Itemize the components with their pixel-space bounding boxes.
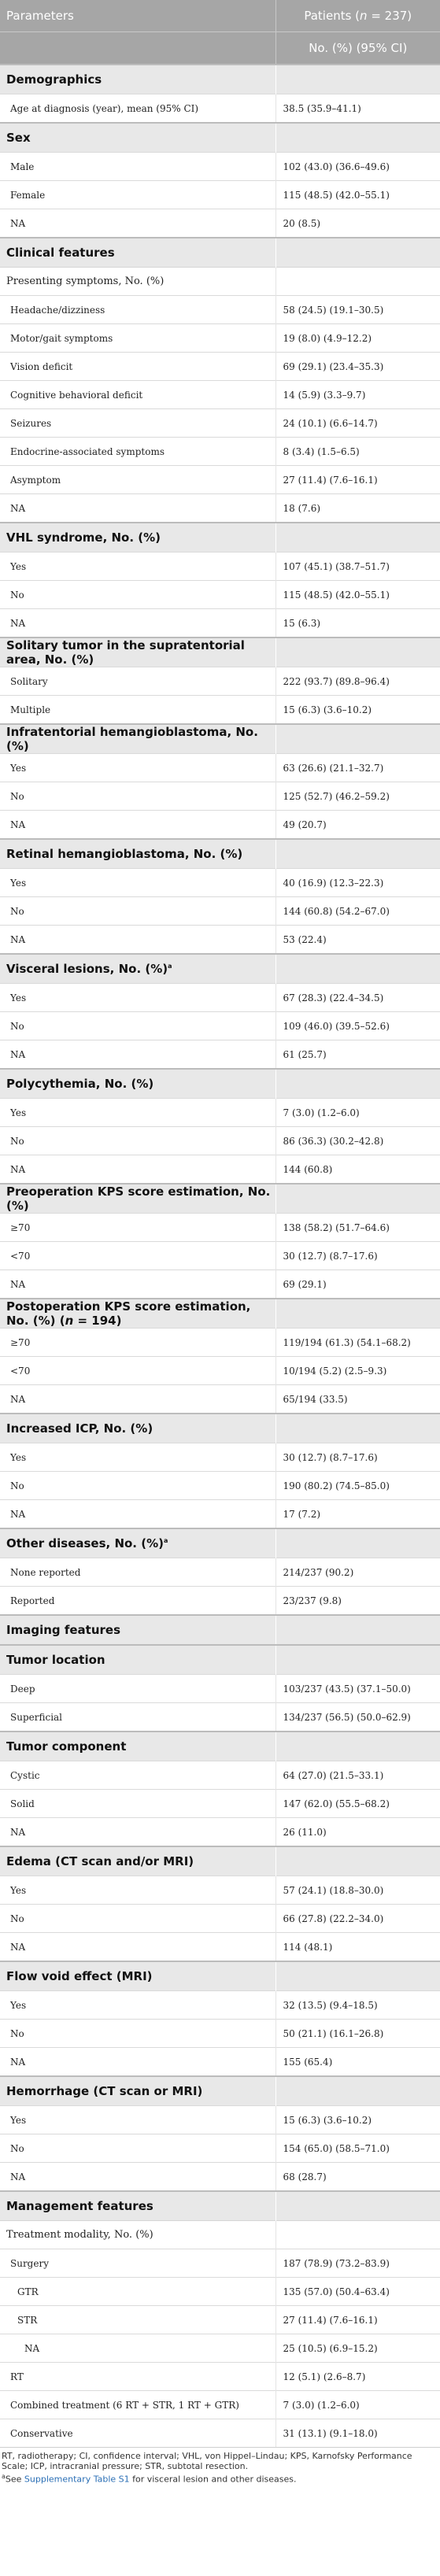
row-label: Seizures	[0, 409, 275, 438]
section-value-cell	[275, 1961, 440, 1991]
row-label: Solitary	[0, 667, 275, 696]
table-row	[0, 2391, 440, 2419]
section-header-row	[0, 523, 440, 553]
section-label: Tumor location	[0, 1645, 275, 1675]
row-label: Cystic	[0, 1761, 275, 1790]
row-value: 31 (13.1) (9.1–18.0)	[275, 2419, 440, 2448]
table-row	[0, 2334, 440, 2363]
subsection-value-cell	[275, 2221, 440, 2249]
section-value-cell	[275, 638, 440, 667]
row-value: 63 (26.6) (21.1–32.7)	[275, 754, 440, 782]
row-label: NA	[0, 1500, 275, 1529]
row-value: 86 (36.3) (30.2–42.8)	[275, 1127, 440, 1155]
section-value-cell	[275, 2191, 440, 2221]
row-value: 144 (60.8)	[275, 1155, 440, 1185]
row-value: 66 (27.8) (22.2–34.0)	[275, 1905, 440, 1933]
row-value: 12 (5.1) (2.6–8.7)	[275, 2363, 440, 2391]
row-value: 114 (48.1)	[275, 1933, 440, 1962]
section-label: Solitary tumor in the supratentorial area, No. (%)	[0, 638, 275, 667]
row-value: 26 (11.0)	[275, 1818, 440, 1847]
row-value: 144 (60.8) (54.2–67.0)	[275, 897, 440, 926]
section-value-cell	[275, 1069, 440, 1099]
row-label: Vision deficit	[0, 353, 275, 381]
row-label: None reported	[0, 1558, 275, 1587]
row-label: GTR	[0, 2278, 275, 2306]
table-row	[0, 1703, 440, 1732]
table-row	[0, 2419, 440, 2448]
table-body	[0, 65, 440, 2448]
footnote-abbreviations: RT, radiotherapy; CI, confidence interval; VHL, von Hippel–Lindau; KPS, Karnofsky Performance Scale; ICP, intracranial pressure; STR, subtotal resection.	[2, 2451, 412, 2471]
table-row	[0, 1991, 440, 2020]
table-row	[0, 581, 440, 609]
row-value: 135 (57.0) (50.4–63.4)	[275, 2278, 440, 2306]
row-label: NA	[0, 926, 275, 955]
row-label: No	[0, 2020, 275, 2048]
row-value: 25 (10.5) (6.9–15.2)	[275, 2334, 440, 2363]
section-header-row	[0, 2076, 440, 2106]
table-row	[0, 1385, 440, 1414]
row-label: Conservative	[0, 2419, 275, 2448]
row-label: No	[0, 2134, 275, 2163]
table-row	[0, 1675, 440, 1703]
table-row	[0, 1040, 440, 1070]
header-patients: Patients (n = 237)	[275, 0, 440, 32]
row-value: 190 (80.2) (74.5–85.0)	[275, 1472, 440, 1500]
section-header-row	[0, 724, 440, 754]
table-subheader-row	[0, 32, 440, 65]
table-row	[0, 1905, 440, 1933]
table-row	[0, 438, 440, 466]
subsection-value-cell	[275, 268, 440, 296]
table-row	[0, 2134, 440, 2163]
row-value: 23/237 (9.8)	[275, 1587, 440, 1616]
table-row	[0, 381, 440, 409]
row-value: 27 (11.4) (7.6–16.1)	[275, 2306, 440, 2334]
table-row	[0, 667, 440, 696]
row-label: Yes	[0, 553, 275, 581]
row-label: Combined treatment (6 RT + STR, 1 RT + GTR)	[0, 2391, 275, 2419]
section-header-row	[0, 238, 440, 268]
row-label: Yes	[0, 754, 275, 782]
row-label: Superficial	[0, 1703, 275, 1732]
row-value: 61 (25.7)	[275, 1040, 440, 1070]
table-row	[0, 466, 440, 494]
table-row	[0, 1242, 440, 1270]
section-header-row	[0, 1184, 440, 1214]
header-subheader: No. (%) (95% CI)	[275, 32, 440, 65]
row-label: NA	[0, 1385, 275, 1414]
row-label: NA	[0, 1270, 275, 1299]
table-row	[0, 1214, 440, 1242]
row-value: 40 (16.9) (12.3–22.3)	[275, 869, 440, 897]
footnote-a: $^a$See Supplementary Table S1 for visceral lesion and other diseases.	[2, 2473, 297, 2485]
row-value: 15 (6.3) (3.6–10.2)	[275, 2106, 440, 2134]
row-label: Endocrine-associated symptoms	[0, 438, 275, 466]
row-value: 69 (29.1)	[275, 1270, 440, 1299]
table-row	[0, 409, 440, 438]
table-row	[0, 1155, 440, 1185]
row-value: 134/237 (56.5) (50.0–62.9)	[275, 1703, 440, 1732]
section-header-row	[0, 123, 440, 153]
row-value: 155 (65.4)	[275, 2048, 440, 2077]
row-label: No	[0, 1905, 275, 1933]
row-value: 32 (13.5) (9.4–18.5)	[275, 1991, 440, 2020]
section-value-cell	[275, 1846, 440, 1876]
table-row	[0, 494, 440, 523]
row-value: 38.5 (35.9–41.1)	[275, 94, 440, 124]
row-value: 7 (3.0) (1.2–6.0)	[275, 2391, 440, 2419]
table-row	[0, 181, 440, 209]
table-row	[0, 696, 440, 725]
row-value: 115 (48.5) (42.0–55.1)	[275, 581, 440, 609]
section-label: Edema (CT scan and/or MRI)	[0, 1846, 275, 1876]
row-value: 68 (28.7)	[275, 2163, 440, 2192]
section-label: Retinal hemangioblastoma, No. (%)	[0, 839, 275, 869]
row-value: 20 (8.5)	[275, 209, 440, 238]
section-value-cell	[275, 1528, 440, 1558]
row-label: Deep	[0, 1675, 275, 1703]
table-row	[0, 1329, 440, 1357]
section-value-cell	[275, 1184, 440, 1214]
section-header-row	[0, 1846, 440, 1876]
section-label: Clinical features	[0, 238, 275, 268]
row-value: 69 (29.1) (23.4–35.3)	[275, 353, 440, 381]
table-row	[0, 2020, 440, 2048]
row-label: <70	[0, 1242, 275, 1270]
row-label: No	[0, 1472, 275, 1500]
section-label: Sex	[0, 123, 275, 153]
supplementary-table-link[interactable]: Supplementary Table S1	[24, 2474, 130, 2485]
row-label: <70	[0, 1357, 275, 1385]
table-row	[0, 869, 440, 897]
section-label: Tumor component	[0, 1732, 275, 1761]
row-label: No	[0, 581, 275, 609]
subsection-label: Presenting symptoms, No. (%)	[0, 268, 275, 296]
row-value: 138 (58.2) (51.7–64.6)	[275, 1214, 440, 1242]
section-header-row	[0, 1299, 440, 1329]
section-value-cell	[275, 238, 440, 268]
section-header-row	[0, 1414, 440, 1443]
table-row	[0, 94, 440, 124]
table-row	[0, 2363, 440, 2391]
row-label: Yes	[0, 1099, 275, 1127]
row-label: Yes	[0, 984, 275, 1012]
row-label: No	[0, 897, 275, 926]
section-label: Hemorrhage (CT scan or MRI)	[0, 2076, 275, 2106]
table-row	[0, 2106, 440, 2134]
row-label: NA	[0, 1040, 275, 1070]
table-row	[0, 2048, 440, 2077]
row-value: 49 (20.7)	[275, 811, 440, 840]
section-label: Postoperation KPS score estimation, No. (%) (n = 194)	[0, 1299, 275, 1329]
row-label: Headache/dizziness	[0, 296, 275, 324]
row-label: Female	[0, 181, 275, 209]
table-row	[0, 1443, 440, 1472]
section-value-cell	[275, 1299, 440, 1329]
row-label: Yes	[0, 2106, 275, 2134]
table-row	[0, 324, 440, 353]
subsection-row	[0, 268, 440, 296]
row-label: Male	[0, 153, 275, 181]
table-row	[0, 1012, 440, 1040]
row-value: 65/194 (33.5)	[275, 1385, 440, 1414]
row-label: Multiple	[0, 696, 275, 725]
subsection-row	[0, 2221, 440, 2249]
row-label: STR	[0, 2306, 275, 2334]
section-header-row	[0, 638, 440, 667]
table-row	[0, 1558, 440, 1587]
section-header-row	[0, 1615, 440, 1645]
row-value: 103/237 (43.5) (37.1–50.0)	[275, 1675, 440, 1703]
row-label: No	[0, 1012, 275, 1040]
table-row	[0, 2306, 440, 2334]
section-label: Demographics	[0, 65, 275, 94]
section-header-row	[0, 954, 440, 984]
row-value: 30 (12.7) (8.7–17.6)	[275, 1242, 440, 1270]
row-label: No	[0, 782, 275, 811]
table-row	[0, 1818, 440, 1847]
table-row	[0, 1933, 440, 1962]
row-value: 14 (5.9) (3.3–9.7)	[275, 381, 440, 409]
section-label: Other diseases, No. (%)$^a$	[0, 1528, 275, 1558]
row-label: NA	[0, 609, 275, 638]
row-value: 8 (3.4) (1.5–6.5)	[275, 438, 440, 466]
subsection-label: Treatment modality, No. (%)	[0, 2221, 275, 2249]
section-value-cell	[275, 523, 440, 553]
table-row	[0, 1790, 440, 1818]
section-label: Increased ICP, No. (%)	[0, 1414, 275, 1443]
row-label: NA	[0, 2048, 275, 2077]
section-value-cell	[275, 2076, 440, 2106]
row-value: 64 (27.0) (21.5–33.1)	[275, 1761, 440, 1790]
row-label: Cognitive behavioral deficit	[0, 381, 275, 409]
row-label: NA	[0, 1155, 275, 1185]
section-value-cell	[275, 1645, 440, 1675]
row-label: Age at diagnosis (year), mean (95% CI)	[0, 94, 275, 124]
row-value: 58 (24.5) (19.1–30.5)	[275, 296, 440, 324]
section-value-cell	[275, 839, 440, 869]
table-row	[0, 1127, 440, 1155]
row-value: 119/194 (61.3) (54.1–68.2)	[275, 1329, 440, 1357]
row-value: 109 (46.0) (39.5–52.6)	[275, 1012, 440, 1040]
table-row	[0, 296, 440, 324]
row-label: Reported	[0, 1587, 275, 1616]
section-header-row	[0, 2191, 440, 2221]
table-row	[0, 353, 440, 381]
section-header-row	[0, 1961, 440, 1991]
row-label: NA	[0, 811, 275, 840]
table-row	[0, 782, 440, 811]
section-value-cell	[275, 123, 440, 153]
row-value: 67 (28.3) (22.4–34.5)	[275, 984, 440, 1012]
row-value: 30 (12.7) (8.7–17.6)	[275, 1443, 440, 1472]
row-value: 147 (62.0) (55.5–68.2)	[275, 1790, 440, 1818]
section-label: Visceral lesions, No. (%)$^a$	[0, 954, 275, 984]
row-label: NA	[0, 1818, 275, 1847]
section-value-cell	[275, 724, 440, 754]
row-value: 10/194 (5.2) (2.5–9.3)	[275, 1357, 440, 1385]
table-row	[0, 2278, 440, 2306]
row-value: 27 (11.4) (7.6–16.1)	[275, 466, 440, 494]
row-label: Solid	[0, 1790, 275, 1818]
section-value-cell	[275, 1615, 440, 1645]
row-value: 17 (7.2)	[275, 1500, 440, 1529]
row-label: Surgery	[0, 2249, 275, 2278]
row-label: NA	[0, 209, 275, 238]
row-value: 53 (22.4)	[275, 926, 440, 955]
row-value: 18 (7.6)	[275, 494, 440, 523]
row-label: Yes	[0, 1991, 275, 2020]
table-row	[0, 811, 440, 840]
table-row	[0, 1357, 440, 1385]
row-label: ≥70	[0, 1329, 275, 1357]
section-label: VHL syndrome, No. (%)	[0, 523, 275, 553]
section-value-cell	[275, 954, 440, 984]
table-footnotes	[0, 2448, 440, 2485]
section-label: Polycythemia, No. (%)	[0, 1069, 275, 1099]
row-label: ≥70	[0, 1214, 275, 1242]
row-label: Motor/gait symptoms	[0, 324, 275, 353]
section-label: Management features	[0, 2191, 275, 2221]
row-value: 154 (65.0) (58.5–71.0)	[275, 2134, 440, 2163]
row-label: NA	[0, 2163, 275, 2192]
section-header-row	[0, 65, 440, 94]
row-value: 19 (8.0) (4.9–12.2)	[275, 324, 440, 353]
table-row	[0, 897, 440, 926]
table-row	[0, 209, 440, 238]
subheader-blank	[0, 32, 275, 65]
section-value-cell	[275, 1732, 440, 1761]
row-label: Asymptom	[0, 466, 275, 494]
section-header-row	[0, 839, 440, 869]
table-row	[0, 1761, 440, 1790]
table-row	[0, 984, 440, 1012]
row-value: 115 (48.5) (42.0–55.1)	[275, 181, 440, 209]
row-value: 15 (6.3) (3.6–10.2)	[275, 696, 440, 725]
table-row	[0, 1587, 440, 1616]
table-row	[0, 1472, 440, 1500]
section-value-cell	[275, 65, 440, 94]
table-row	[0, 1876, 440, 1905]
table-row	[0, 2163, 440, 2192]
table-row	[0, 1270, 440, 1299]
row-label: NA	[0, 1933, 275, 1962]
row-value: 187 (78.9) (73.2–83.9)	[275, 2249, 440, 2278]
row-value: 214/237 (90.2)	[275, 1558, 440, 1587]
section-header-row	[0, 1732, 440, 1761]
row-value: 57 (24.1) (18.8–30.0)	[275, 1876, 440, 1905]
table-row	[0, 1500, 440, 1529]
section-label: Infratentorial hemangioblastoma, No. (%)	[0, 724, 275, 754]
row-label: No	[0, 1127, 275, 1155]
table-row	[0, 754, 440, 782]
row-label: Yes	[0, 1443, 275, 1472]
row-value: 102 (43.0) (36.6–49.6)	[275, 153, 440, 181]
row-value: 24 (10.1) (6.6–14.7)	[275, 409, 440, 438]
section-label: Preoperation KPS score estimation, No. (%)	[0, 1184, 275, 1214]
row-value: 222 (93.7) (89.8–96.4)	[275, 667, 440, 696]
row-value: 15 (6.3)	[275, 609, 440, 638]
section-label: Flow void effect (MRI)	[0, 1961, 275, 1991]
table-header-row	[0, 0, 440, 32]
section-header-row	[0, 1645, 440, 1675]
row-value: 50 (21.1) (16.1–26.8)	[275, 2020, 440, 2048]
header-parameters: Parameters	[0, 0, 275, 32]
section-header-row	[0, 1528, 440, 1558]
table-row	[0, 553, 440, 581]
row-label: NA	[0, 2334, 275, 2363]
row-value: 107 (45.1) (38.7–51.7)	[275, 553, 440, 581]
table-row	[0, 1099, 440, 1127]
row-value: 7 (3.0) (1.2–6.0)	[275, 1099, 440, 1127]
row-label: NA	[0, 494, 275, 523]
row-label: Yes	[0, 869, 275, 897]
table-row	[0, 153, 440, 181]
section-value-cell	[275, 1414, 440, 1443]
row-label: Yes	[0, 1876, 275, 1905]
row-value: 125 (52.7) (46.2–59.2)	[275, 782, 440, 811]
table-row	[0, 2249, 440, 2278]
section-label: Imaging features	[0, 1615, 275, 1645]
table-row	[0, 609, 440, 638]
section-header-row	[0, 1069, 440, 1099]
table-row	[0, 926, 440, 955]
row-label: RT	[0, 2363, 275, 2391]
